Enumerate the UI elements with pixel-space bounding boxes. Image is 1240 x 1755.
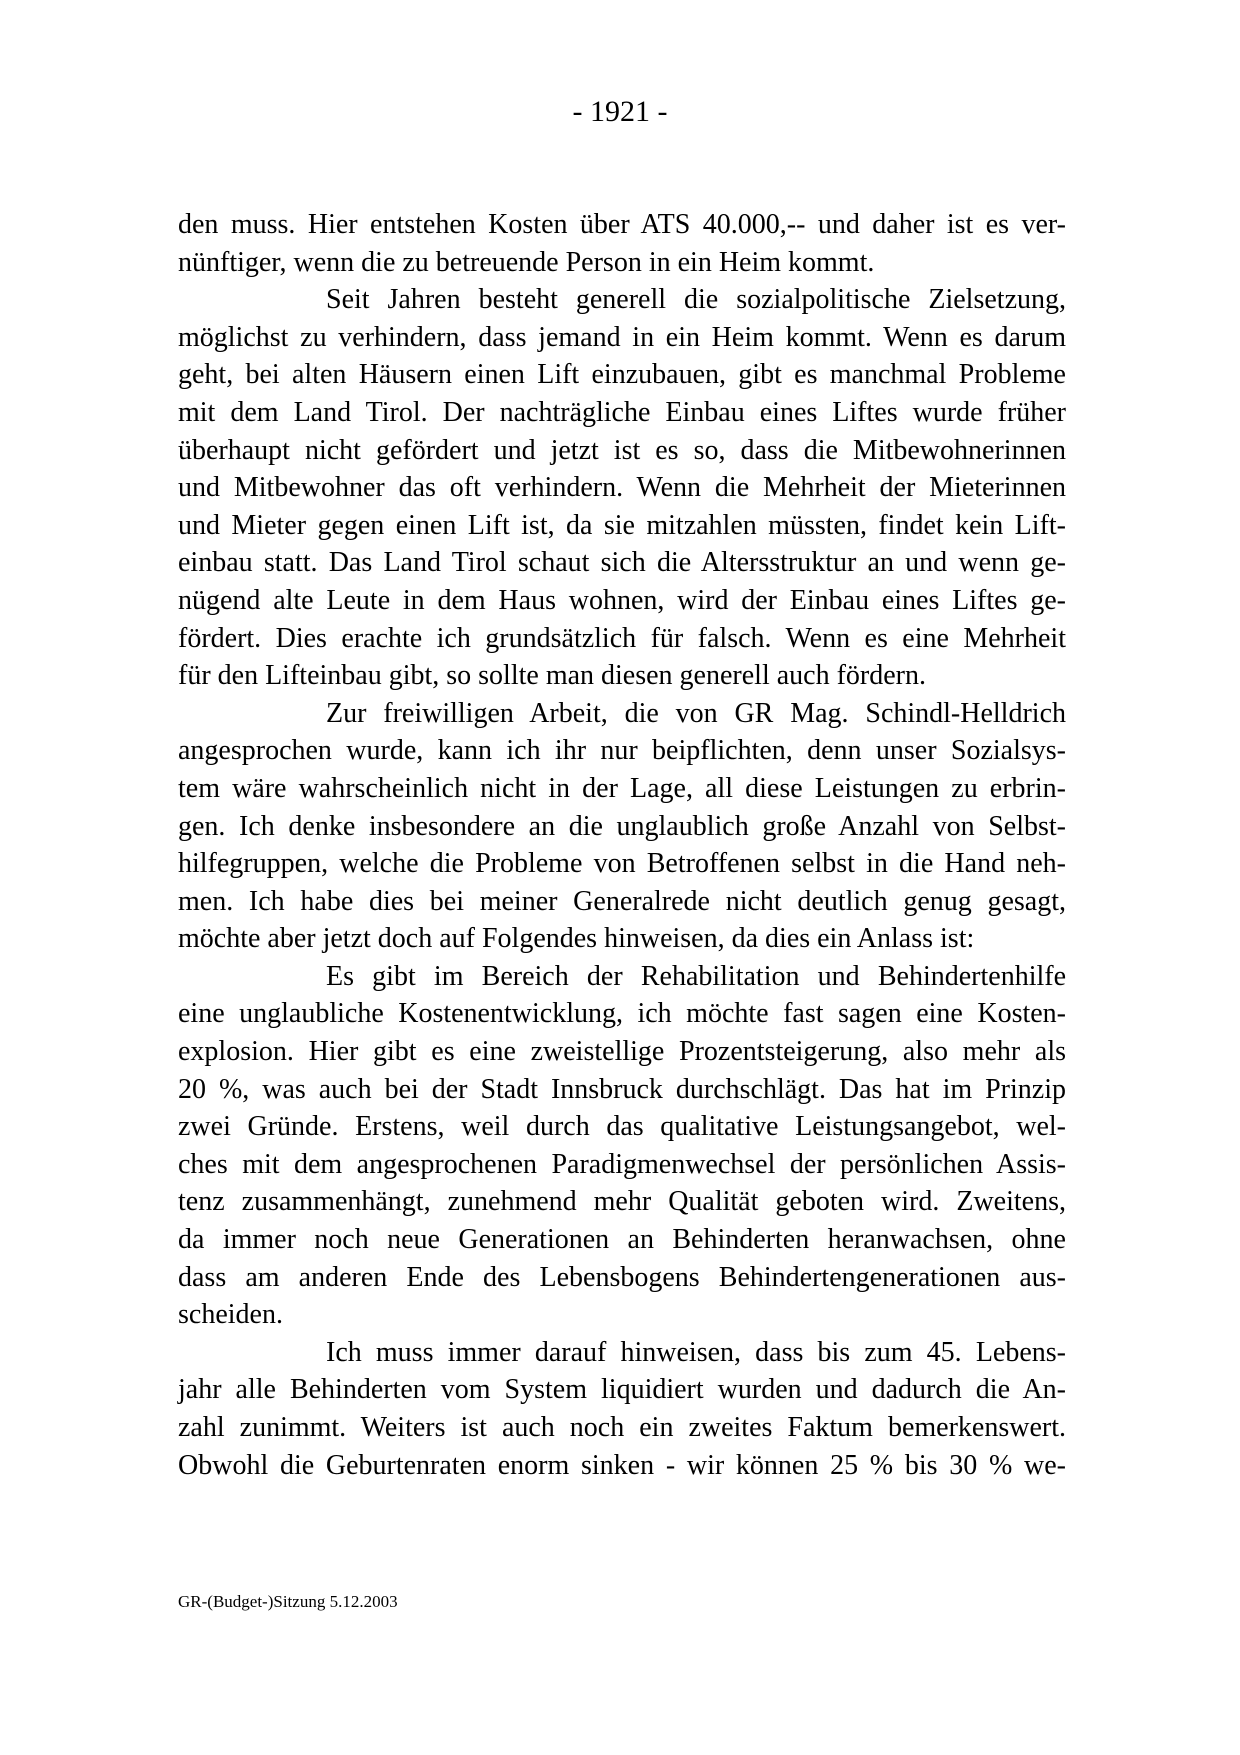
text-line: zahl zunimmt. Weiters ist auch noch ein zweites Faktum bemerkenswert. [178,1412,1066,1443]
text-line: und Mieter gegen einen Lift ist, da sie mitzahlen müssten, findet kein Lift- [178,509,1066,541]
text-line: geht, bei alten Häusern einen Lift einzubauen, gibt es manchmal Probleme [178,359,1066,391]
text-line: jahr alle Behinderten vom System liquidiert wurden und dadurch die An- [178,1374,1066,1406]
text-line: Seit Jahren besteht generell die sozialpolitische Zielsetzung, [326,284,1066,316]
text-line: Es gibt im Bereich der Rehabilitation und Behindertenhilfe [326,960,1066,992]
text-line: da immer noch neue Generationen an Behinderten heranwachsen, ohne [178,1224,1066,1256]
text-line: 20 %, was auch bei der Stadt Innsbruck durchschlägt. Das hat im Prinzip [178,1073,1066,1105]
text-line: überhaupt nicht gefördert und jetzt ist es so, dass die Mitbewohnerinnen [178,434,1066,466]
page-number: - 1921 - [572,95,668,128]
text-line: Zur freiwilligen Arbeit, die von GR Mag. Schindl-Helldrich [326,697,1066,729]
text-line: für den Lifteinbau gibt, so sollte man diesen generell auch fördern. [178,660,926,692]
text-line: men. Ich habe dies bei meiner Generalrede nicht deutlich genug gesagt, [178,885,1066,917]
paragraph [178,206,1066,281]
text-line: nügend alte Leute in dem Haus wohnen, wird der Einbau eines Liftes ge- [178,584,1066,616]
footer-session-info: GR-(Budget-)Sitzung 5.12.2003 [178,1592,398,1611]
text-line: hilfegruppen, welche die Probleme von Betroffenen selbst in die Hand neh- [178,848,1066,880]
text-line: nünftiger, wenn die zu betreuende Person in ein Heim kommt. [178,246,875,278]
text-line: angesprochen wurde, kann ich ihr nur beipflichten, denn unser Sozialsys- [178,735,1066,767]
text-line: mit dem Land Tirol. Der nachträgliche Einbau eines Liftes wurde früher [178,396,1066,428]
text-line: möglichst zu verhindern, dass jemand in ein Heim kommt. Wenn es darum [178,321,1066,353]
text-line: ches mit dem angesprochenen Paradigmenwechsel der persönlichen Assis- [178,1148,1066,1180]
paragraph [178,1334,1066,1484]
text-line: zwei Gründe. Erstens, weil durch das qualitative Leistungsangebot, wel- [178,1111,1066,1143]
text-line: fördert. Dies erachte ich grundsätzlich für falsch. Wenn es eine Mehrheit [178,622,1066,654]
text-line: den muss. Hier entstehen Kosten über ATS 40.000,-- und daher ist es ver- [178,209,1066,240]
text-line: einbau statt. Das Land Tirol schaut sich die Altersstruktur an und wenn ge- [178,547,1066,579]
text-line: explosion. Hier gibt es eine zweistellige Prozentsteigerung, also mehr als [178,1036,1066,1068]
text-line: Ich muss immer darauf hinweisen, dass bis zum 45. Lebens- [326,1336,1066,1368]
paragraph [178,695,1066,958]
text-line: dass am anderen Ende des Lebensbogens Behindertengenerationen aus- [178,1261,1066,1293]
text-line: gen. Ich denke insbesondere an die unglaublich große Anzahl von Selbst- [178,810,1066,842]
text-line: möchte aber jetzt doch auf Folgendes hinweisen, da dies ein Anlass ist: [178,923,975,955]
text-line: eine unglaubliche Kostenentwicklung, ich möchte fast sagen eine Kosten- [178,998,1066,1030]
paragraph [178,958,1066,1334]
text-line: tem wäre wahrscheinlich nicht in der Lage, all diese Leistungen zu erbrin- [178,772,1066,804]
text-line: und Mitbewohner das oft verhindern. Wenn die Mehrheit der Mieterinnen [178,472,1066,504]
text-line: Obwohl die Geburtenraten enorm sinken - wir können 25 % bis 30 % we- [178,1449,1066,1481]
text-line: scheiden. [178,1299,283,1331]
body-text [178,206,1066,1484]
paragraph [178,281,1066,695]
text-line: tenz zusammenhängt, zunehmend mehr Qualität geboten wird. Zweitens, [178,1186,1066,1218]
